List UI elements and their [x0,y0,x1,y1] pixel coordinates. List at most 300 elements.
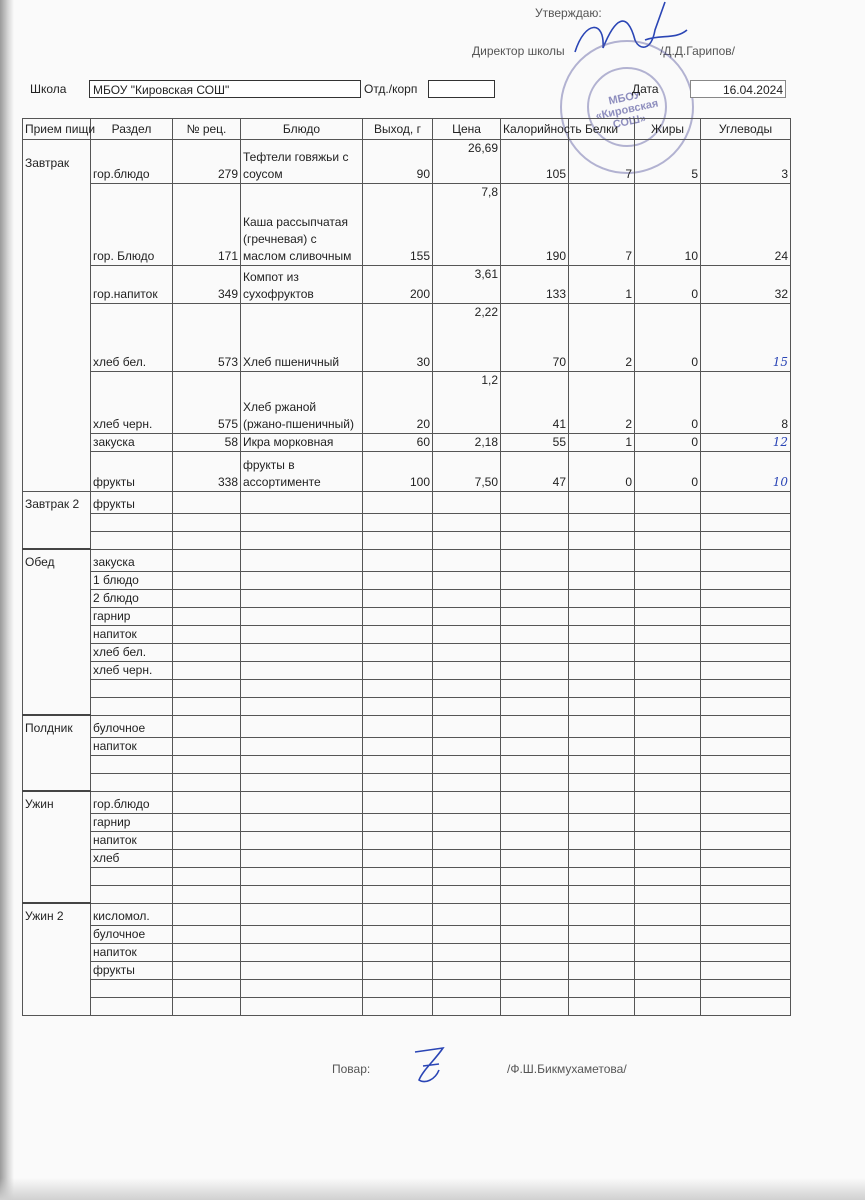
empty-cell [433,849,501,867]
empty-cell [241,513,363,531]
cook-signature [405,1040,455,1090]
empty-cell [433,773,501,791]
empty-cell [241,661,363,679]
empty-cell [173,885,241,903]
table-row [23,925,791,943]
empty-cell [569,715,635,737]
empty-cell [173,679,241,697]
meal-cell [23,372,91,434]
recipe-cell: 279 [173,140,241,184]
meal-name: Завтрак [23,140,91,184]
meal-name: Ужин 2 [23,903,91,925]
carbs-cell: 10 [701,452,791,492]
empty-cell [569,549,635,571]
empty-cell [569,943,635,961]
table-row [23,304,791,372]
empty-cell [701,661,791,679]
meal-cell [23,943,91,961]
empty-cell [701,849,791,867]
school-field[interactable]: МБОУ "Кировская СОШ" [89,80,361,98]
empty-cell [569,813,635,831]
empty-cell [363,903,433,925]
section-cell: 2 блюдо [91,589,173,607]
empty-cell [569,513,635,531]
price-value: 2,18 [474,435,498,449]
empty-cell [433,813,501,831]
fat-cell: 10 [635,184,701,266]
empty-cell [569,755,635,773]
empty-cell [363,531,433,549]
price-cell [433,184,501,266]
kcal-cell: 55 [501,434,569,452]
meal-cell [23,979,91,997]
meal-cell [23,737,91,755]
table-row [23,643,791,661]
empty-cell [635,961,701,979]
empty-cell [173,813,241,831]
empty-cell [635,737,701,755]
empty-cell [363,679,433,697]
empty-cell [173,997,241,1015]
empty-cell [363,791,433,813]
empty-cell [433,697,501,715]
section-cell: гарнир [91,607,173,625]
empty-cell [501,513,569,531]
cook-name: /Ф.Ш.Бикмухаметова/ [507,1062,627,1076]
meal-cell [23,434,91,452]
col-section: Раздел [91,119,173,140]
table-row [23,885,791,903]
dish-name: Хлеб ржаной (ржано-пшеничный) [243,400,354,431]
empty-cell [173,943,241,961]
empty-cell [501,679,569,697]
empty-cell [241,571,363,589]
empty-cell [241,997,363,1015]
empty-cell [363,589,433,607]
scan-shadow [0,0,14,1200]
empty-cell [241,737,363,755]
empty-cell [501,715,569,737]
empty-cell [173,607,241,625]
empty-cell [363,737,433,755]
meal-cell [23,184,91,266]
empty-cell [569,492,635,514]
empty-cell [569,697,635,715]
table-row [23,625,791,643]
kcal-cell: 47 [501,452,569,492]
meal-name: Ужин [23,791,91,813]
empty-cell [501,643,569,661]
dish-cell [241,434,363,452]
meal-name: Полдник [23,715,91,737]
empty-cell [501,813,569,831]
protein-cell: 7 [569,140,635,184]
empty-cell [501,885,569,903]
empty-cell [241,679,363,697]
empty-cell [173,571,241,589]
dish-cell [241,304,363,372]
recipe-cell: 575 [173,372,241,434]
empty-cell [363,997,433,1015]
col-kcal: Калорийность [501,119,569,140]
empty-cell [501,903,569,925]
col-carbs: Углеводы [701,119,791,140]
table-row [23,903,791,925]
fat-cell: 5 [635,140,701,184]
dept-label: Отд./корп [364,82,418,96]
meal-cell [23,697,91,715]
empty-cell [241,791,363,813]
empty-cell [433,679,501,697]
scan-shadow-bottom [0,1178,865,1200]
empty-cell [701,903,791,925]
price-cell [433,304,501,372]
empty-cell [241,549,363,571]
dish-cell [241,452,363,492]
empty-cell [701,607,791,625]
output-cell: 100 [363,452,433,492]
table-row [23,549,791,571]
empty-cell [363,979,433,997]
empty-cell [173,513,241,531]
section-cell: гор.блюдо [91,791,173,813]
output-cell: 20 [363,372,433,434]
kcal-cell: 190 [501,184,569,266]
section-cell: хлеб черн. [91,372,173,434]
section-cell [91,997,173,1015]
empty-cell [433,589,501,607]
empty-cell [433,903,501,925]
section-cell: фрукты [91,492,173,514]
empty-cell [363,925,433,943]
empty-cell [363,492,433,514]
table-row [23,607,791,625]
empty-cell [501,697,569,715]
empty-cell [701,867,791,885]
empty-cell [363,571,433,589]
table-row [23,531,791,549]
section-cell: фрукты [91,452,173,492]
empty-cell [701,625,791,643]
table-row [23,755,791,773]
empty-cell [241,925,363,943]
empty-cell [701,791,791,813]
price-cell [433,434,501,452]
table-row [23,715,791,737]
empty-cell [241,773,363,791]
col-protein: Белки [569,119,635,140]
carbs-cell: 15 [701,304,791,372]
meal-cell [23,755,91,773]
empty-cell [501,943,569,961]
table-row [23,697,791,715]
empty-cell [635,755,701,773]
empty-cell [635,492,701,514]
empty-cell [501,625,569,643]
protein-cell: 0 [569,452,635,492]
empty-cell [569,643,635,661]
empty-cell [701,885,791,903]
empty-cell [241,531,363,549]
empty-cell [569,625,635,643]
price-cell [433,372,501,434]
empty-cell [433,997,501,1015]
menu-table [22,118,791,1016]
recipe-cell: 58 [173,434,241,452]
price-value: 7,8 [481,185,498,199]
empty-cell [173,849,241,867]
empty-cell [501,961,569,979]
empty-cell [701,943,791,961]
table-header-row [23,119,791,140]
table-row [23,589,791,607]
empty-cell [569,737,635,755]
empty-cell [569,661,635,679]
empty-cell [363,867,433,885]
empty-cell [433,492,501,514]
table-row [23,452,791,492]
empty-cell [501,925,569,943]
empty-cell [173,773,241,791]
section-cell: гор. Блюдо [91,184,173,266]
meal-cell [23,813,91,831]
meal-cell [23,679,91,697]
empty-cell [501,979,569,997]
table-row [23,679,791,697]
section-cell [91,513,173,531]
dept-field[interactable] [428,80,495,98]
empty-cell [433,831,501,849]
empty-cell [173,831,241,849]
empty-cell [569,997,635,1015]
dish-cell [241,184,363,266]
table-row [23,513,791,531]
meal-cell [23,961,91,979]
carbs-cell: 12 [701,434,791,452]
empty-cell [635,867,701,885]
meal-cell [23,513,91,531]
empty-cell [635,549,701,571]
fat-cell: 0 [635,304,701,372]
table-row [23,737,791,755]
price-cell [433,452,501,492]
meal-cell [23,607,91,625]
col-recipe: № рец. [173,119,241,140]
empty-cell [241,607,363,625]
empty-cell [569,589,635,607]
price-cell [433,266,501,304]
empty-cell [501,661,569,679]
fat-cell: 0 [635,372,701,434]
table-row [23,849,791,867]
output-cell: 155 [363,184,433,266]
table-row [23,961,791,979]
empty-cell [433,737,501,755]
empty-cell [363,661,433,679]
table-row [23,571,791,589]
empty-cell [501,849,569,867]
empty-cell [569,831,635,849]
section-cell [91,679,173,697]
table-row [23,140,791,184]
empty-cell [501,607,569,625]
meal-cell [23,849,91,867]
empty-cell [363,849,433,867]
director-label: Директор школы [472,44,565,58]
section-cell: напиток [91,831,173,849]
empty-cell [635,885,701,903]
meal-cell [23,885,91,903]
empty-cell [501,773,569,791]
output-cell: 200 [363,266,433,304]
carbs-cell: 8 [701,372,791,434]
empty-cell [701,531,791,549]
recipe-cell: 573 [173,304,241,372]
section-cell [91,773,173,791]
empty-cell [433,607,501,625]
price-value: 2,22 [474,305,498,319]
empty-cell [433,571,501,589]
kcal-cell: 70 [501,304,569,372]
price-value: 26,69 [467,141,498,155]
price-cell [433,140,501,184]
empty-cell [433,755,501,773]
table-row [23,867,791,885]
empty-cell [363,715,433,737]
empty-cell [635,903,701,925]
empty-cell [701,737,791,755]
empty-cell [569,773,635,791]
empty-cell [701,961,791,979]
table-row [23,997,791,1015]
table-row [23,813,791,831]
empty-cell [501,549,569,571]
empty-cell [569,867,635,885]
empty-cell [501,737,569,755]
empty-cell [569,791,635,813]
empty-cell [363,643,433,661]
empty-cell [635,791,701,813]
empty-cell [701,715,791,737]
protein-cell: 2 [569,372,635,434]
empty-cell [433,661,501,679]
section-cell: хлеб [91,849,173,867]
table-row [23,979,791,997]
empty-cell [701,997,791,1015]
empty-cell [363,773,433,791]
empty-cell [569,679,635,697]
empty-cell [173,961,241,979]
empty-cell [569,961,635,979]
empty-cell [173,791,241,813]
empty-cell [501,589,569,607]
empty-cell [363,513,433,531]
empty-cell [701,589,791,607]
empty-cell [241,943,363,961]
dish-name: Тефтели говяжьи с соусом [243,150,349,181]
kcal-cell: 41 [501,372,569,434]
section-cell: фрукты [91,961,173,979]
approve-label: Утверждаю: [535,6,602,20]
meal-cell [23,304,91,372]
school-stamp: МБОУ «Кировская СОШ» [560,40,694,174]
carbs-cell: 3 [701,140,791,184]
meal-cell [23,625,91,643]
school-label: Школа [30,82,67,96]
empty-cell [635,773,701,791]
empty-cell [433,715,501,737]
empty-cell [241,625,363,643]
empty-cell [701,773,791,791]
table-row [23,266,791,304]
empty-cell [173,549,241,571]
meal-cell [23,661,91,679]
section-cell: гарнир [91,813,173,831]
empty-cell [635,589,701,607]
empty-cell [635,943,701,961]
empty-cell [241,961,363,979]
empty-cell [701,979,791,997]
meal-cell [23,571,91,589]
empty-cell [241,755,363,773]
section-cell: булочное [91,925,173,943]
col-dish: Блюдо [241,119,363,140]
empty-cell [701,813,791,831]
empty-cell [635,831,701,849]
empty-cell [501,831,569,849]
empty-cell [363,697,433,715]
empty-cell [635,531,701,549]
empty-cell [173,643,241,661]
empty-cell [433,549,501,571]
dish-cell [241,266,363,304]
director-name: /Д.Д.Гарипов/ [660,44,736,58]
cook-label: Повар: [332,1062,371,1076]
empty-cell [433,643,501,661]
empty-cell [433,791,501,813]
price-value: 1,2 [481,373,498,387]
meal-cell [23,925,91,943]
empty-cell [569,571,635,589]
empty-cell [701,571,791,589]
empty-cell [241,715,363,737]
empty-cell [433,961,501,979]
output-cell: 60 [363,434,433,452]
kcal-cell: 133 [501,266,569,304]
col-output: Выход, г [363,119,433,140]
empty-cell [635,997,701,1015]
empty-cell [433,943,501,961]
empty-cell [173,625,241,643]
empty-cell [241,849,363,867]
meal-cell [23,773,91,791]
meal-cell [23,831,91,849]
meal-cell [23,589,91,607]
section-cell: хлеб черн. [91,661,173,679]
empty-cell [635,679,701,697]
empty-cell [241,813,363,831]
empty-cell [363,943,433,961]
empty-cell [635,925,701,943]
date-field[interactable]: 16.04.2024 [690,80,786,98]
table-row [23,831,791,849]
empty-cell [173,661,241,679]
empty-cell [173,492,241,514]
empty-cell [363,961,433,979]
empty-cell [701,831,791,849]
empty-cell [241,492,363,514]
meal-cell [23,452,91,492]
